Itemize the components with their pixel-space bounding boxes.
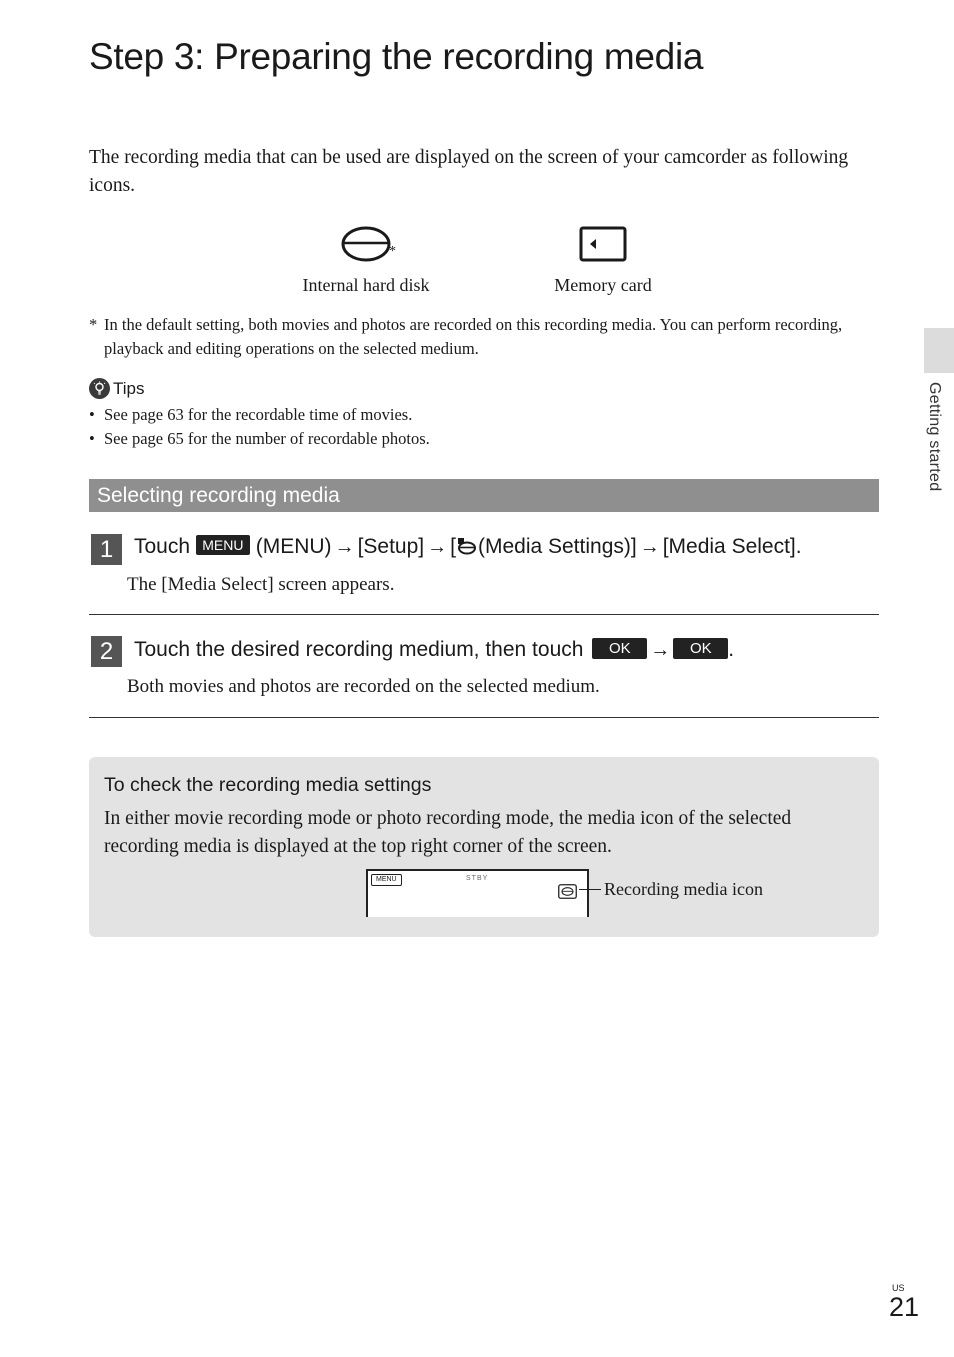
arrow-icon: → bbox=[334, 536, 355, 558]
step1-menu-text: (MENU) bbox=[255, 535, 332, 558]
step2-result: Both movies and photos are recorded on the selected medium. bbox=[127, 676, 600, 697]
note-body: In either movie recording mode or photo recording mode, the media icon of the selected recording media is displayed at the top right corner of the screen. bbox=[104, 808, 792, 857]
lightbulb-icon bbox=[89, 378, 110, 399]
memory-card-icon bbox=[577, 224, 629, 264]
asterisk-mark: * bbox=[389, 244, 396, 259]
footnote bbox=[89, 313, 869, 361]
media-memory-card bbox=[538, 224, 668, 296]
step2-period: . bbox=[728, 638, 735, 661]
tips-heading bbox=[89, 378, 145, 399]
tip-item: • See page 65 for the number of recordable photos. bbox=[89, 427, 430, 451]
step2-text: Touch the desired recording medium, then touch bbox=[134, 638, 584, 661]
step1-result: The [Media Select] screen appears. bbox=[127, 574, 395, 595]
step1-setup: [Setup] bbox=[357, 535, 425, 558]
recording-media-icon bbox=[558, 884, 577, 899]
screen-stby-label: STBY bbox=[466, 875, 489, 882]
step1-touch: Touch bbox=[134, 535, 191, 558]
page-title: Step 3: Preparing the recording media bbox=[89, 36, 704, 77]
callout-label: Recording media icon bbox=[604, 879, 763, 899]
step1-instruction bbox=[134, 535, 802, 559]
step-number-2: 2 bbox=[91, 636, 122, 667]
ok-confirm-button[interactable]: OK bbox=[673, 638, 728, 659]
side-tab-label: Getting started bbox=[926, 382, 943, 492]
side-tab-marker bbox=[924, 328, 954, 373]
ok-button[interactable]: OK bbox=[592, 638, 647, 659]
internal-hard-disk-icon bbox=[340, 224, 392, 264]
divider bbox=[89, 614, 879, 615]
media-label-hdd: Internal hard disk bbox=[302, 275, 430, 295]
arrow-icon: → bbox=[650, 639, 671, 661]
step1-bracket: [ bbox=[450, 535, 456, 558]
step1-media-settings: (Media Settings)] bbox=[477, 535, 637, 558]
footnote-mark: * bbox=[89, 315, 98, 334]
tip-item: • See page 63 for the recordable time of movies. bbox=[89, 403, 430, 427]
tips-label: Tips bbox=[113, 378, 145, 398]
arrow-icon: → bbox=[639, 536, 660, 558]
section-heading: Selecting recording media bbox=[89, 479, 879, 512]
divider bbox=[89, 717, 879, 718]
screen-menu-button: MENU bbox=[371, 874, 402, 886]
page-region: US bbox=[892, 1283, 905, 1293]
camcorder-screen-illustration bbox=[366, 869, 589, 917]
step2-instruction bbox=[134, 638, 734, 662]
note-title: To check the recording media settings bbox=[104, 774, 432, 796]
media-label-card: Memory card bbox=[554, 275, 652, 295]
page-number: 21 bbox=[889, 1292, 920, 1322]
step-number-1: 1 bbox=[91, 534, 122, 565]
intro-paragraph: The recording media that can be used are displayed on the screen of your camcorder as following icons. bbox=[89, 147, 849, 196]
media-internal-hard-disk bbox=[282, 224, 450, 296]
tips-list bbox=[89, 403, 430, 451]
media-settings-icon bbox=[456, 537, 478, 555]
arrow-icon: → bbox=[427, 536, 448, 558]
callout-line bbox=[579, 889, 601, 890]
footnote-text: In the default setting, both movies and photos are recorded on this recording media. You can perform recording, playback and editing operations on the selected medium. bbox=[104, 315, 843, 358]
step1-media-select: [Media Select]. bbox=[662, 535, 802, 558]
menu-button[interactable]: MENU bbox=[196, 535, 250, 555]
